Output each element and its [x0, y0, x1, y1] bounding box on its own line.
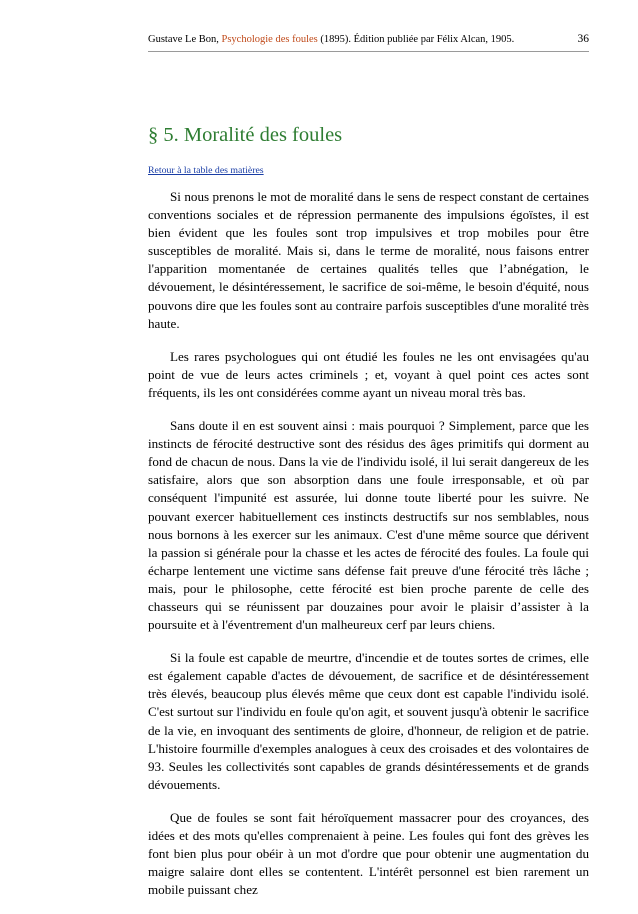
header-author: Gustave Le Bon, [148, 34, 219, 45]
paragraph: Si nous prenons le mot de moralité dans le sens de respect constant de certaines conventions sociales et de répression permanente des impulsions égoïstes, il est bien évident que les foules sont trop impulsives et trop mobiles pour être susceptibles de moralité. Mais si, dans le terme de moralité, nous faisons entrer l'apparition momentanée de certaines qualités telles que l’abnégation, le dévouement, le désintéressement, le sacrifice de soi-même, le besoin d'équité, nous pouvons dire que les foules sont au contraire parfois susceptibles d'une moralité très haute. [148, 189, 589, 331]
section-title: § 5. Moralité des foules [148, 124, 343, 146]
toc-return-link[interactable]: Retour à la table des matières [148, 165, 264, 176]
running-header [148, 33, 589, 46]
header-book-title-link[interactable]: Psychologie des foules [221, 34, 318, 45]
body-text [148, 188, 589, 914]
page-number: 36 [577, 33, 589, 45]
header-divider [148, 51, 589, 52]
paragraph: Si la foule est capable de meurtre, d'incendie et de toutes sortes de crimes, elle est également capable d'actes de dévouement, de sacrifice et de désintéressement très élevés, beaucoup plus élevés même que ceux dont est capable l'individu isolé. C'est surtout sur l'individu en foule qu'on agit, et souvent jusqu'à obtenir le sacrifice de la vie, en invoquant des sentiments de gloire, d'honneur, de religion et de patrie. L'histoire fourmille d'exemples analogues à ceux des croisades et des volontaires de 93. Seules les collectivités sont capables de grands désintéressements et de grands dévouements. [148, 650, 589, 792]
paragraph: Sans doute il en est souvent ainsi : mais pourquoi ? Simplement, parce que les instincts de férocité destructive sont des résidus des âges primitifs qui dorment au fond de chacun de nous. Dans la vie de l'individu isolé, il lui serait dangereux de les satisfaire, alors que son absorption dans une foule irresponsable, et où par conséquent l'impunité est assurée, lui donne toute liberté pour les suivre. Ne pouvant exercer habituellement ces instincts destructifs sur nos semblables, nous nous bornons à les exercer sur les animaux. C'est d'une même source que dérivent la passion si générale pour la chasse et les actes de férocité des foules. La foule qui écharpe lentement une victime sans défense fait preuve d'une férocité très lâche ; mais, pour le philosophe, cette férocité est bien proche parente de celle des chasseurs qui se réunissent par douzaines pour avoir le plaisir d’assister à la poursuite et à l'éventrement d'un malheureux cerf par leurs chiens. [148, 418, 589, 633]
header-edition: (1895). Édition publiée par Félix Alcan, 1905. [320, 34, 515, 45]
paragraph: Les rares psychologues qui ont étudié les foules ne les ont envisagées qu'au point de vue de leurs actes criminels ; et, voyant à quel point ces actes sont fréquents, ils les ont considérées comme ayant un niveau moral très bas. [148, 348, 589, 400]
paragraph: Que de foules se sont fait héroïquement massacrer pour des croyances, des idées et des mots qu'elles comprenaient à peine. Les foules qui font des grèves les font bien plus pour obéir à un mot d'ordre que pour obtenir une augmentation du maigre salaire dont elles se contentent. L'intérêt personnel est bien rarement un mobile puissant chez [148, 809, 589, 898]
